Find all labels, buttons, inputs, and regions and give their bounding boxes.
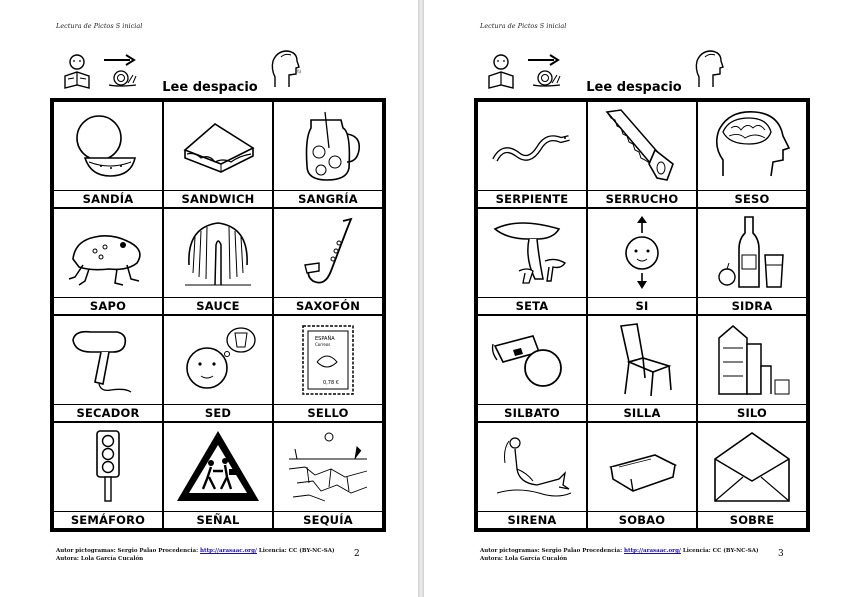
word-label: SEÑAL: [196, 513, 240, 527]
handsaw-icon: [599, 108, 685, 184]
head-listening-icon: [691, 47, 731, 91]
word-label: SETA: [515, 299, 549, 313]
sandwich-icon: [175, 108, 261, 184]
word-card: [477, 422, 587, 529]
word-label: SIDRA: [731, 299, 773, 313]
word-card: [273, 101, 383, 208]
reader-child-icon: [484, 52, 518, 92]
word-label: SANDÍA: [82, 192, 134, 206]
word-card: [273, 315, 383, 422]
stamp-icon: [285, 322, 371, 398]
running-header: Lectura de Pictos S inicial: [480, 22, 567, 30]
word-card: [273, 208, 383, 315]
word-grid: [50, 98, 386, 532]
word-card: [587, 422, 697, 529]
word-card: [697, 208, 807, 315]
page-2: [0, 0, 420, 597]
chair-icon: [599, 322, 685, 398]
mushroom-icon: [489, 215, 575, 291]
word-label: SAXOFÓN: [295, 299, 361, 313]
warning-sign-icon: [175, 429, 261, 505]
stamp-postal: Correos: [315, 342, 331, 347]
envelope-icon: [709, 429, 795, 505]
word-label: SILLA: [623, 406, 661, 420]
arasaac-link[interactable]: http://arasaac.org/: [200, 548, 257, 554]
footer-credits: Autor pictogramas: Sergio Palao Procedencia: http://arasaac.org/ Licencia: CC (BY-NC-SA) Autora: Lola García Cucalón: [480, 548, 759, 562]
word-card: [163, 315, 273, 422]
word-card: [53, 101, 163, 208]
sobao-cake-icon: [599, 429, 685, 505]
word-label: SOBRE: [729, 513, 775, 527]
thirsty-face-icon: [175, 322, 261, 398]
word-label: SANGRÍA: [298, 192, 358, 206]
word-card: [587, 208, 697, 315]
page-3: [424, 0, 844, 597]
word-label: SESO: [734, 192, 770, 206]
word-label: SI: [635, 299, 649, 313]
brain-icon: [709, 108, 795, 184]
word-card: [477, 315, 587, 422]
word-card: [697, 422, 807, 529]
word-label: SERPIENTE: [495, 192, 569, 206]
stamp-country: ESPAÑA: [315, 336, 335, 342]
saxophone-icon: [285, 215, 371, 291]
footer-credits: Autor pictogramas: Sergio Palao Procedencia: http://arasaac.org/ Licencia: CC (BY-NC-SA) Autora: Lola García Cucalón: [56, 548, 335, 562]
sangria-jug-icon: [285, 108, 371, 184]
word-card: [477, 208, 587, 315]
word-card: [53, 315, 163, 422]
nodding-head-icon: [599, 215, 685, 291]
word-label: SED: [204, 406, 232, 420]
snail-icon: [106, 67, 140, 89]
page-number: 2: [354, 549, 360, 559]
drought-icon: [285, 429, 371, 505]
snake-icon: [489, 108, 575, 184]
word-card: [273, 422, 383, 529]
traffic-light-icon: [65, 429, 151, 505]
word-card: [163, 422, 273, 529]
head-listening-icon: [267, 47, 307, 91]
word-card: [697, 101, 807, 208]
word-label: SIRENA: [507, 513, 557, 527]
word-card: [163, 208, 273, 315]
word-label: SILBATO: [504, 406, 560, 420]
word-label: SILO: [736, 406, 768, 420]
page-number: 3: [778, 549, 784, 559]
word-card: [477, 101, 587, 208]
word-card: [53, 422, 163, 529]
stamp-value: 0,78 €: [323, 380, 339, 386]
word-card: [53, 208, 163, 315]
whistle-icon: [489, 322, 575, 398]
page-title: Lee despacio: [162, 80, 258, 95]
word-label: SAUCE: [196, 299, 240, 313]
word-label: SANDWICH: [181, 192, 255, 206]
word-label: SAPO: [89, 299, 127, 313]
word-label: SECADOR: [76, 406, 140, 420]
page-title: Lee despacio: [586, 80, 682, 95]
silo-icon: [709, 322, 795, 398]
mermaid-icon: [489, 429, 575, 505]
arasaac-link[interactable]: http://arasaac.org/: [624, 548, 681, 554]
word-card: [163, 101, 273, 208]
svg-text:\\\: \\\: [297, 69, 302, 74]
word-label: SEQUÍA: [303, 513, 353, 527]
word-card: [587, 315, 697, 422]
watermelon-icon: [65, 108, 151, 184]
snail-icon: [530, 67, 564, 89]
word-card: [697, 315, 807, 422]
word-label: SEMÁFORO: [70, 513, 146, 527]
cider-icon: [709, 215, 795, 291]
arrow-right-icon: [102, 53, 136, 67]
word-card: [587, 101, 697, 208]
word-label: SELLO: [307, 406, 349, 420]
reader-child-icon: [60, 52, 94, 92]
toad-icon: [65, 215, 151, 291]
running-header: Lectura de Pictos S inicial: [56, 22, 143, 30]
willow-tree-icon: [175, 215, 261, 291]
hair-dryer-icon: [65, 322, 151, 398]
arrow-right-icon: [526, 53, 560, 67]
word-label: SOBAO: [618, 513, 666, 527]
word-label: SERRUCHO: [605, 192, 679, 206]
word-grid: [474, 98, 810, 532]
